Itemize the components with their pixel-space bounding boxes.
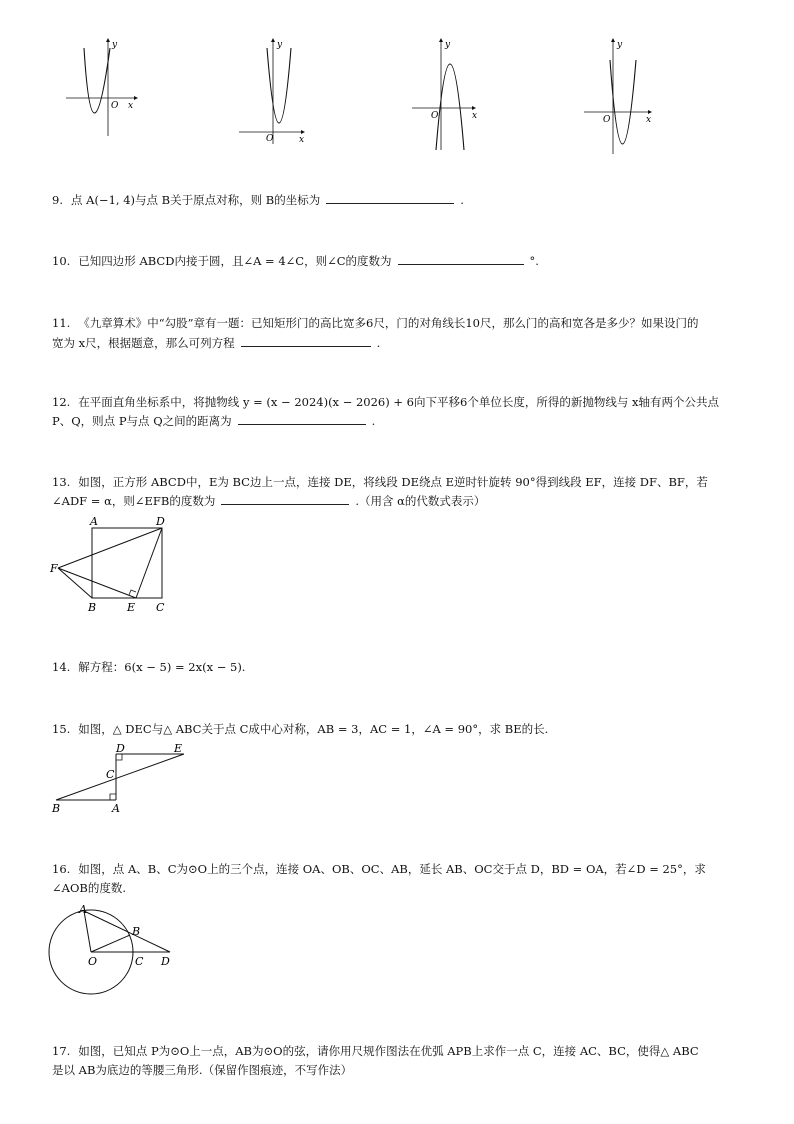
x-axis-label: x — [646, 115, 652, 125]
answer-blank[interactable] — [241, 334, 371, 347]
question-text-line1: 在平面直角坐标系中，将抛物线 y = (x − 2024)(x − 2026) + 6向下平移6个单位长度，所得的新抛物线与 x轴有两个公共点 — [78, 395, 719, 409]
question-end: .（用含 α的代数式表示） — [355, 494, 486, 508]
label-B: B — [52, 802, 61, 815]
label-D: D — [161, 955, 170, 968]
figure-q13-square — [50, 514, 180, 614]
question-17 — [52, 1041, 699, 1061]
question-end: . — [460, 193, 464, 207]
label-F: F — [50, 562, 58, 575]
graph-option-3 — [408, 38, 488, 153]
question-text-line2: 是以 AB为底边的等腰三角形.（保留作图痕迹，不写作法） — [52, 1063, 353, 1077]
label-B: B — [132, 925, 141, 938]
origin-label: O — [603, 115, 611, 125]
label-D: D — [156, 515, 165, 528]
label-A: A — [90, 515, 98, 528]
answer-blank[interactable] — [221, 492, 349, 505]
label-A: A — [112, 802, 120, 815]
label-C: C — [135, 955, 144, 968]
question-16 — [52, 859, 706, 879]
label-O: O — [88, 955, 98, 968]
question-text: 如图，△ DEC与△ ABC关于点 C成中心对称，AB = 3，AC = 1，∠A = 90°，求 BE的长. — [78, 722, 549, 736]
question-17-line2 — [52, 1060, 352, 1080]
y-axis-label: y — [617, 40, 623, 50]
question-text-line2: ∠AOB的度数. — [52, 881, 126, 895]
answer-blank[interactable] — [238, 412, 366, 425]
origin-label: O — [266, 134, 274, 144]
label-C: C — [156, 601, 165, 614]
question-text: 解方程：6(x − 5) = 2x(x − 5). — [78, 660, 246, 674]
question-number: 14. — [52, 660, 71, 674]
question-end: . — [371, 414, 376, 428]
x-axis-label: x — [472, 111, 478, 121]
question-text-line2: 宽为 x尺，根据题意，那么可列方程 — [52, 336, 235, 350]
question-text-line1: 如图，点 A、B、C为⊙O上的三个点，连接 OA、OB、OC、AB，延长 AB、OC交于点 D，BD = OA，若∠D = 25°，求 — [78, 862, 706, 876]
question-13-line2 — [52, 491, 485, 511]
label-A: A — [79, 903, 87, 916]
y-axis-label: y — [277, 40, 283, 50]
question-number: 15. — [52, 722, 71, 736]
question-end: . — [376, 336, 381, 350]
figure-q15-triangles — [48, 742, 193, 818]
label-B: B — [88, 601, 97, 614]
question-end: °. — [529, 254, 539, 268]
question-text: 点 A(−1, 4)与点 B关于原点对称，则 B的坐标为 — [70, 193, 321, 207]
graph-option-1 — [62, 38, 142, 138]
y-axis-label: y — [445, 40, 451, 50]
label-E: E — [127, 601, 136, 614]
origin-label: O — [111, 101, 119, 111]
question-9 — [52, 190, 464, 210]
question-12 — [52, 392, 719, 412]
question-11-line2 — [52, 333, 380, 353]
question-text: 已知四边形 ABCD内接于圆，且∠A = 4∠C，则∠C的度数为 — [78, 254, 392, 268]
graph-option-4 — [580, 38, 660, 156]
question-11 — [52, 313, 699, 333]
question-number: 12. — [52, 395, 71, 409]
x-axis-label: x — [299, 135, 305, 145]
question-text-line1: 如图，正方形 ABCD中，E为 BC边上一点，连接 DE，将线段 DE绕点 E逆时针旋转 90°得到线段 EF，连接 DF、BF，若 — [78, 475, 708, 489]
question-16-line2 — [52, 878, 126, 898]
y-axis-label: y — [112, 40, 118, 50]
origin-label: O — [431, 111, 439, 121]
question-number: 10. — [52, 254, 71, 268]
label-E: E — [174, 742, 183, 755]
question-text-line1: 《九章算术》中“勾股”章有一题：已知矩形门的高比宽多6尺，门的对角线长10尺，那么门的高和宽各是多少？如果设门的 — [78, 316, 699, 330]
question-number: 9. — [52, 193, 63, 207]
question-14 — [52, 657, 245, 677]
question-text-line1: 如图，已知点 P为⊙O上一点，AB为⊙O的弦，请你用尺规作图法在优弧 APB上求作一点 C，连接 AC、BC，使得△ ABC — [78, 1044, 699, 1058]
label-C: C — [106, 768, 115, 781]
x-axis-label: x — [128, 101, 134, 111]
label-D: D — [116, 742, 125, 755]
graph-option-2 — [235, 38, 315, 148]
question-12-line2 — [52, 411, 375, 431]
question-number: 16. — [52, 862, 71, 876]
question-10 — [52, 251, 539, 271]
answer-blank[interactable] — [398, 252, 524, 265]
question-13 — [52, 472, 708, 492]
question-number: 13. — [52, 475, 71, 489]
question-text-line2: P、Q，则点 P与点 Q之间的距离为 — [52, 414, 232, 428]
answer-blank[interactable] — [326, 191, 454, 204]
question-15 — [52, 719, 548, 739]
question-number: 11. — [52, 316, 71, 330]
figure-q16-circle — [48, 902, 178, 1002]
question-text-line2: ∠ADF = α，则∠EFB的度数为 — [52, 494, 216, 508]
question-number: 17. — [52, 1044, 71, 1058]
